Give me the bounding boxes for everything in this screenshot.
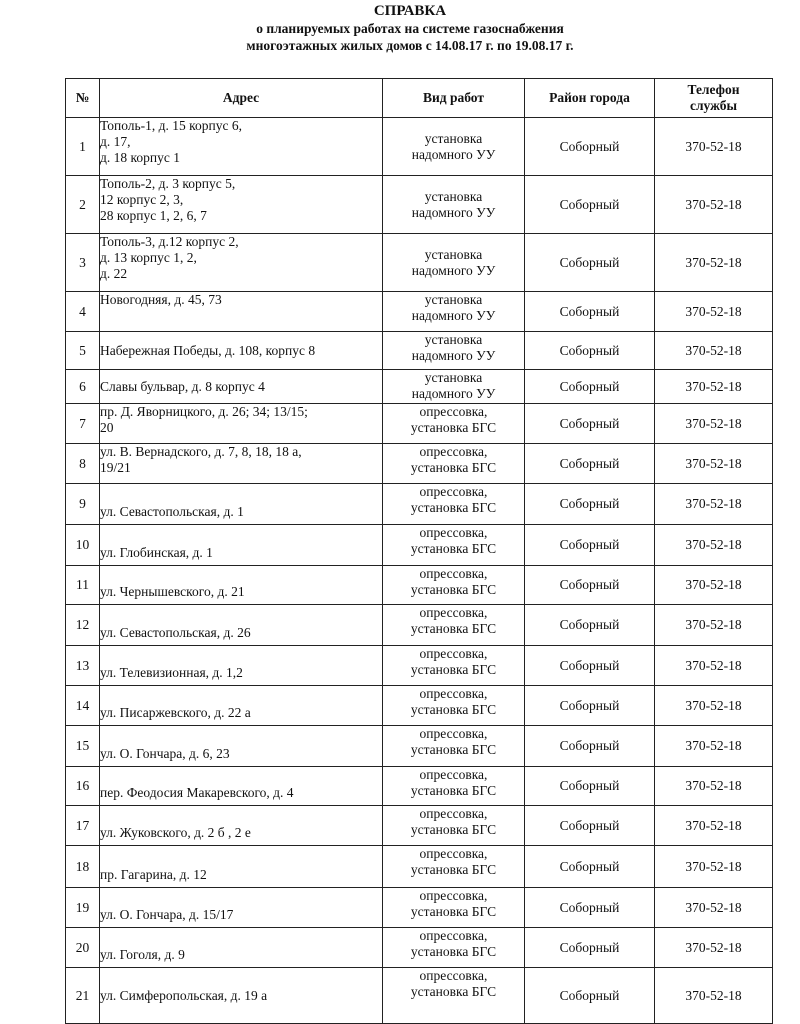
table-row: [66, 444, 773, 484]
row-address: ул. Жуковского, д. 2 б , 2 е: [100, 806, 383, 846]
row-num: 7: [66, 404, 100, 444]
row-phone: 370-52-18: [655, 726, 773, 767]
row-district: Соборный: [525, 605, 655, 646]
row-num: 6: [66, 370, 100, 404]
table-row: [66, 605, 773, 646]
table-row: [66, 806, 773, 846]
row-work-type: опрессовка, установка БГС: [383, 928, 525, 968]
row-district: Соборный: [525, 118, 655, 176]
row-work-type: установка надомного УУ: [383, 118, 525, 176]
row-phone: 370-52-18: [655, 767, 773, 806]
row-num: 16: [66, 767, 100, 806]
header-work-type: Вид работ: [383, 79, 525, 118]
header-address: Адрес: [100, 79, 383, 118]
header-num: №: [66, 79, 100, 118]
row-work-type: опрессовка, установка БГС: [383, 566, 525, 605]
row-address: ул. Севастопольская, д. 26: [100, 605, 383, 646]
row-work-type: установка надомного УУ: [383, 234, 525, 292]
row-address: ул. Симферопольская, д. 19 а: [100, 968, 383, 1024]
row-work-type: опрессовка, установка БГС: [383, 968, 525, 1024]
row-work-type: установка надомного УУ: [383, 292, 525, 332]
row-phone: 370-52-18: [655, 444, 773, 484]
row-work-type: опрессовка, установка БГС: [383, 806, 525, 846]
row-phone: 370-52-18: [655, 332, 773, 370]
row-district: Соборный: [525, 806, 655, 846]
row-work-type: опрессовка, установка БГС: [383, 404, 525, 444]
row-district: Соборный: [525, 686, 655, 726]
row-work-type: опрессовка, установка БГС: [383, 484, 525, 525]
row-address: ул. Гоголя, д. 9: [100, 928, 383, 968]
row-district: Соборный: [525, 332, 655, 370]
row-phone: 370-52-18: [655, 118, 773, 176]
row-phone: 370-52-18: [655, 928, 773, 968]
row-address: ул. Севастопольская, д. 1: [100, 484, 383, 525]
row-num: 12: [66, 605, 100, 646]
table-row: [66, 726, 773, 767]
row-address: пер. Феодосия Макаревского, д. 4: [100, 767, 383, 806]
row-address: пр. Д. Яворницкого, д. 26; 34; 13/15; 20: [100, 404, 383, 444]
row-work-type: опрессовка, установка БГС: [383, 444, 525, 484]
table-row: [66, 332, 773, 370]
table-row: [66, 484, 773, 525]
row-work-type: опрессовка, установка БГС: [383, 767, 525, 806]
row-address: ул. О. Гончара, д. 15/17: [100, 888, 383, 928]
row-num: 5: [66, 332, 100, 370]
table-row: [66, 370, 773, 404]
row-address: Тополь-1, д. 15 корпус 6, д. 17, д. 18 корпус 1: [100, 118, 383, 176]
row-district: Соборный: [525, 846, 655, 888]
row-num: 15: [66, 726, 100, 767]
row-num: 21: [66, 968, 100, 1024]
table-row: [66, 292, 773, 332]
row-district: Соборный: [525, 292, 655, 332]
row-phone: 370-52-18: [655, 806, 773, 846]
row-phone: 370-52-18: [655, 404, 773, 444]
row-phone: 370-52-18: [655, 888, 773, 928]
table-row: [66, 118, 773, 176]
row-work-type: установка надомного УУ: [383, 370, 525, 404]
document-subtitle-line1: о планируемых работах на системе газоснабжения: [256, 21, 564, 36]
row-num: 13: [66, 646, 100, 686]
row-num: 8: [66, 444, 100, 484]
row-work-type: опрессовка, установка БГС: [383, 888, 525, 928]
header-district: Район города: [525, 79, 655, 118]
row-num: 9: [66, 484, 100, 525]
table-row: [66, 176, 773, 234]
document-subtitle-line2: многоэтажных жилых домов с 14.08.17 г. по 19.08.17 г.: [246, 38, 574, 53]
table-row: [66, 646, 773, 686]
row-address: Новогодняя, д. 45, 73: [100, 292, 383, 332]
row-district: Соборный: [525, 484, 655, 525]
row-phone: 370-52-18: [655, 370, 773, 404]
row-address: ул. О. Гончара, д. 6, 23: [100, 726, 383, 767]
row-phone: 370-52-18: [655, 846, 773, 888]
row-num: 17: [66, 806, 100, 846]
row-district: Соборный: [525, 234, 655, 292]
row-phone: 370-52-18: [655, 176, 773, 234]
row-address: ул. Телевизионная, д. 1,2: [100, 646, 383, 686]
row-district: Соборный: [525, 726, 655, 767]
table-row: [66, 566, 773, 605]
table-row: [66, 404, 773, 444]
table-row: [66, 928, 773, 968]
row-num: 1: [66, 118, 100, 176]
row-address: Славы бульвар, д. 8 корпус 4: [100, 370, 383, 404]
table-row: [66, 686, 773, 726]
row-address: Тополь-3, д.12 корпус 2, д. 13 корпус 1, 2, д. 22: [100, 234, 383, 292]
row-district: Соборный: [525, 767, 655, 806]
row-work-type: опрессовка, установка БГС: [383, 646, 525, 686]
row-address: ул. В. Вернадского, д. 7, 8, 18, 18 а, 19/21: [100, 444, 383, 484]
row-address: ул. Чернышевского, д. 21: [100, 566, 383, 605]
row-work-type: установка надомного УУ: [383, 176, 525, 234]
row-num: 18: [66, 846, 100, 888]
row-num: 19: [66, 888, 100, 928]
row-phone: 370-52-18: [655, 686, 773, 726]
row-num: 14: [66, 686, 100, 726]
row-address: Тополь-2, д. 3 корпус 5, 12 корпус 2, 3, 28 корпус 1, 2, 6, 7: [100, 176, 383, 234]
row-district: Соборный: [525, 566, 655, 605]
header-phone: Телефон службы: [655, 79, 773, 118]
row-phone: 370-52-18: [655, 234, 773, 292]
table-row: [66, 968, 773, 1024]
table-header-row: [66, 79, 773, 118]
row-work-type: опрессовка, установка БГС: [383, 525, 525, 566]
row-district: Соборный: [525, 646, 655, 686]
table-row: [66, 525, 773, 566]
row-address: ул. Глобинская, д. 1: [100, 525, 383, 566]
works-table: [65, 78, 773, 1024]
row-phone: 370-52-18: [655, 292, 773, 332]
row-work-type: опрессовка, установка БГС: [383, 846, 525, 888]
row-num: 20: [66, 928, 100, 968]
row-num: 3: [66, 234, 100, 292]
row-district: Соборный: [525, 525, 655, 566]
row-address: Набережная Победы, д. 108, корпус 8: [100, 332, 383, 370]
row-work-type: опрессовка, установка БГС: [383, 726, 525, 767]
row-num: 4: [66, 292, 100, 332]
row-work-type: установка надомного УУ: [383, 332, 525, 370]
row-phone: 370-52-18: [655, 484, 773, 525]
document-header: [0, 2, 800, 54]
table-row: [66, 767, 773, 806]
row-district: Соборный: [525, 444, 655, 484]
table-row: [66, 234, 773, 292]
document-title: СПРАВКА: [373, 3, 447, 19]
row-work-type: опрессовка, установка БГС: [383, 686, 525, 726]
row-num: 11: [66, 566, 100, 605]
row-district: Соборный: [525, 370, 655, 404]
row-num: 2: [66, 176, 100, 234]
row-district: Соборный: [525, 968, 655, 1024]
table-row: [66, 846, 773, 888]
row-phone: 370-52-18: [655, 566, 773, 605]
row-district: Соборный: [525, 404, 655, 444]
row-district: Соборный: [525, 928, 655, 968]
row-district: Соборный: [525, 176, 655, 234]
row-district: Соборный: [525, 888, 655, 928]
row-address: ул. Писаржевского, д. 22 а: [100, 686, 383, 726]
row-address: пр. Гагарина, д. 12: [100, 846, 383, 888]
row-phone: 370-52-18: [655, 525, 773, 566]
row-num: 10: [66, 525, 100, 566]
row-work-type: опрессовка, установка БГС: [383, 605, 525, 646]
row-phone: 370-52-18: [655, 646, 773, 686]
row-phone: 370-52-18: [655, 605, 773, 646]
table-row: [66, 888, 773, 928]
row-phone: 370-52-18: [655, 968, 773, 1024]
